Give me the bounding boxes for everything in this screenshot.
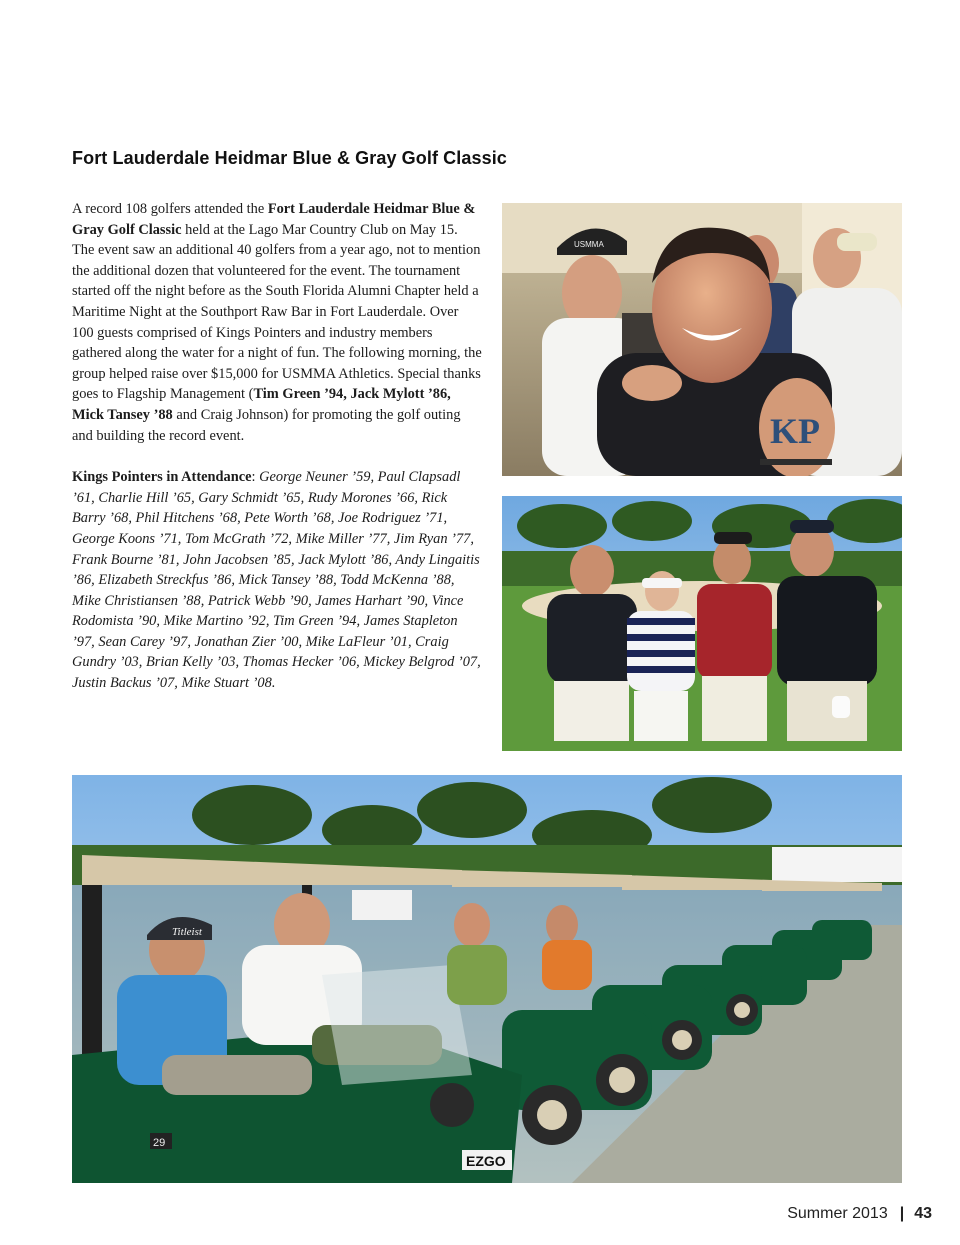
cart-brand: EZGO: [466, 1153, 506, 1169]
photo-golf-carts-image: [72, 775, 902, 1183]
attendance-paragraph: [72, 467, 482, 694]
photo-four-golfers-image: [502, 496, 902, 751]
intro-text-1: A record 108 golfers attended the: [72, 201, 268, 217]
attendance-names: George Neuner ’59, Paul Clapsadl ’61, Charlie Hill ’65, Gary Schmidt ’65, Rudy Morones ’66, Rick Barry ’68, Phil Hitchens ’68, Pete Worth ’68, Joe Rodriguez ’71, George Koons ’71, Tom McGrath ’72, Mike Miller ’77, Jim Ryan ’77, Frank Bourne ’81, John Jacobsen ’85, Jack Mylott ’86, Andy Lingaitis ’86, Elizabeth Streckfus ’86, Mick Tansey ’88, Todd McKenna ’88, Mike Christiansen ’88, Patrick Webb ’90, James Harhart ’90, Vince Rodomista ’90, Mike Martino ’92, Tim Green ’94, James Stapleton ’97, Sean Carey ’97, Jonathan Zier ’00, Mike LaFleur ’01, Craig Gundry ’03, Brian Kelly ’03, Thomas Hecker ’06, Mickey Belgrod ’07, Justin Backus ’07, Mike Stuart ’08.: [72, 469, 481, 692]
sponsor-names-bold: Tim Green ’94, Jack Mylott ’86, Mick Tansey ’88: [72, 386, 451, 423]
footer-separator: |: [899, 1205, 905, 1222]
photo-kp-tattoo: [502, 203, 902, 476]
cap-logo-text: USMMA: [574, 240, 604, 249]
intro-paragraph: [72, 199, 482, 446]
page-footer: [787, 1205, 932, 1223]
intro-text-3: and Craig Johnson) for promoting the golf outing and building the record event.: [72, 406, 461, 444]
attendance-label: Kings Pointers in Attendance: [72, 469, 252, 486]
issue-label: Summer 2013: [787, 1205, 888, 1222]
tattoo-letters: KP: [770, 411, 820, 451]
photo-four-golfers: [502, 496, 902, 751]
photo-kp-tattoo-image: [502, 203, 902, 476]
photo-golf-carts: [72, 775, 902, 1183]
cart-number: 29: [153, 1137, 166, 1149]
intro-text-2: held at the Lago Mar Country Club on May 15. The event saw an additional 40 golfers from a year ago, not to mention the additional dozen that volunteered for the event. The tournament started off the night before as the South Florida Alumni Chapter held a Maritime Night at the Southport Raw Bar in Fort Lauderdale. Over 100 guests comprised of Kings Pointers and industry members gathered along the water for a night of fun. The following morning, the group helped raise over $15,000 for USMMA Athletics. Special thanks goes to Flagship Management (: [72, 221, 482, 403]
article-title: Fort Lauderdale Heidmar Blue & Gray Golf Classic: [72, 148, 507, 168]
page-number: 43: [914, 1205, 932, 1222]
event-name-bold: Fort Lauderdale Heidmar Blue & Gray Golf Classic: [72, 201, 476, 238]
attendance-colon: :: [251, 469, 260, 486]
cap-brand: Titleist: [172, 926, 202, 938]
article-body: [72, 199, 482, 694]
